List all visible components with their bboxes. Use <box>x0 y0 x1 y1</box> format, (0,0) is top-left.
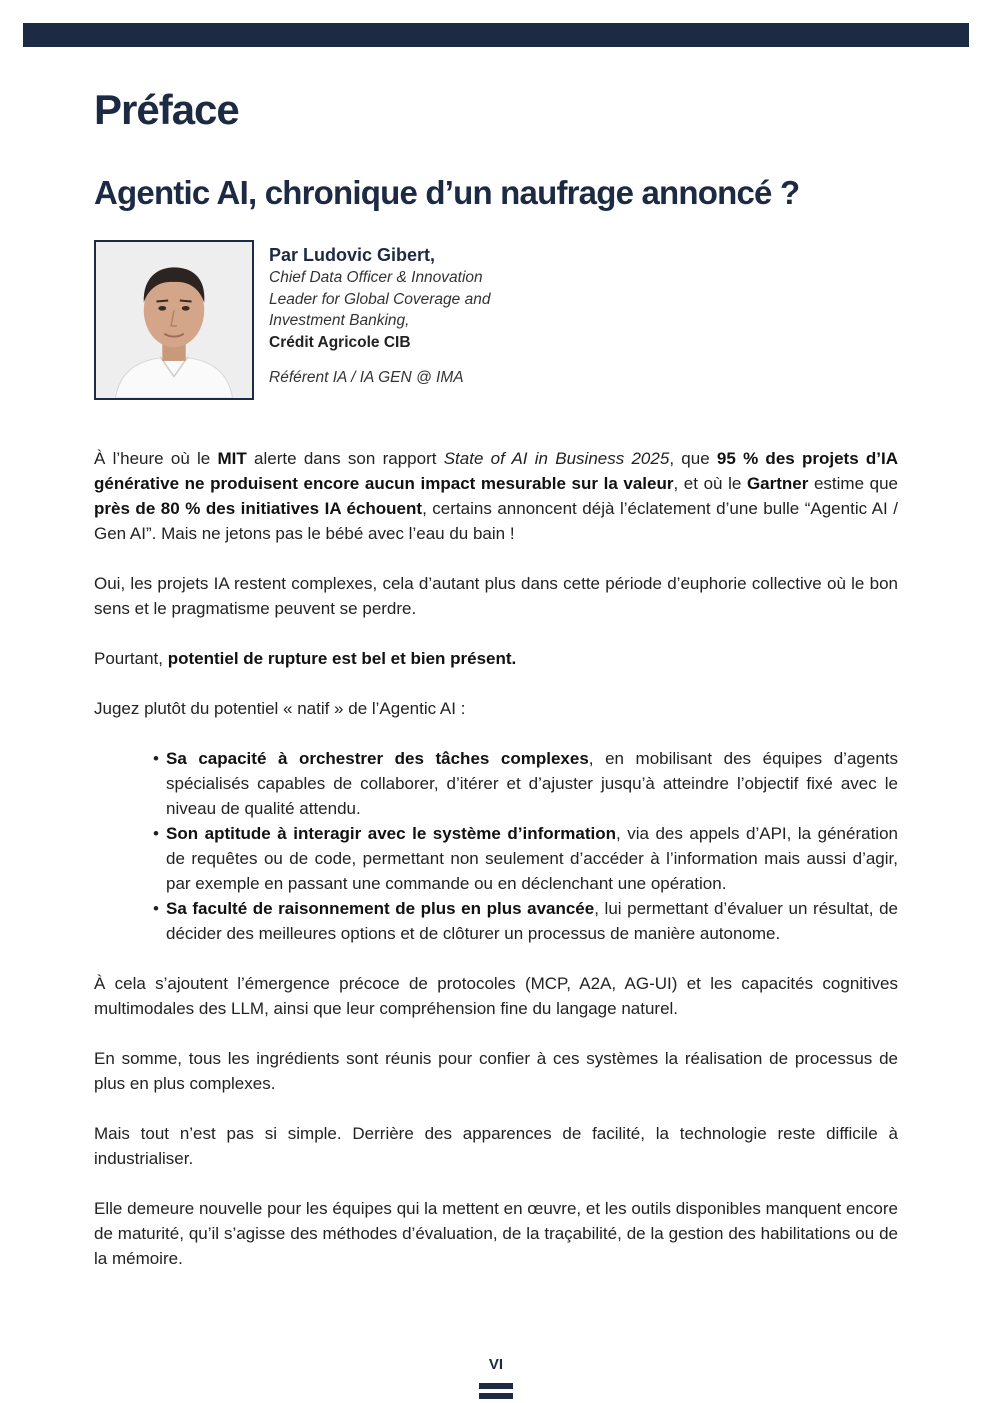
paragraph: Elle demeure nouvelle pour les équipes qui la mettent en œuvre, et les outils disponibles manquent encore de maturité, qu’il s’agisse des méthodes d’évaluation, de la traçabilité, de la gestion des habilitations ou de la mémoire. <box>94 1199 898 1268</box>
text-span: , que <box>669 449 717 468</box>
author-info <box>269 243 569 389</box>
top-header-bar <box>23 23 969 47</box>
list-item <box>166 821 898 896</box>
bold-text: Sa faculté de raisonnement de plus en plus avancée <box>166 899 595 918</box>
text-span: , via des appels d’API, la génération de requêtes ou de code, permettant non seulement d’accéder à l’information mais aussi d’agir, par exemple en passant une commande ou en déclenchant une opération. <box>166 824 898 893</box>
text-span: , et où le <box>673 474 747 493</box>
author-photo <box>94 240 254 400</box>
paragraph <box>94 446 898 546</box>
article-body <box>94 446 898 1296</box>
author-role-line: Chief Data Officer & Innovation <box>269 269 483 286</box>
text-span: , lui permettant d’évaluer un résultat, de décider des meilleures options et de clôturer un processus de manière autonome. <box>166 899 898 943</box>
page-number: VI <box>488 1356 504 1373</box>
author-name: Par Ludovic Gibert, <box>269 245 436 265</box>
text-span: alerte dans son rapport <box>246 449 444 468</box>
author-role-line: Investment Banking, <box>269 312 410 329</box>
footer-bars-icon <box>479 1383 513 1401</box>
paragraph: Jugez plutôt du potentiel « natif » de l’Agentic AI : <box>94 699 466 718</box>
paragraph <box>94 646 898 671</box>
author-referent: Référent IA / IA GEN @ IMA <box>269 369 464 386</box>
bold-text: Gartner <box>746 474 809 493</box>
paragraph: Mais tout n’est pas si simple. Derrière des apparences de facilité, la technologie reste difficile à industrialiser. <box>94 1124 898 1168</box>
paragraph: En somme, tous les ingrédients sont réunis pour confier à ces systèmes la réalisation de processus de plus en plus complexes. <box>94 1049 898 1093</box>
text-span: estime que <box>808 474 898 493</box>
bold-text: Son aptitude à interagir avec le système d’information <box>166 824 616 843</box>
italic-text: State of AI in Business 2025 <box>443 449 670 468</box>
bold-text: MIT <box>217 449 247 468</box>
article-subtitle: Agentic AI, chronique d’un naufrage annoncé ? <box>94 174 800 211</box>
page-title: Préface <box>94 86 239 133</box>
author-role-line: Leader for Global Coverage and <box>269 290 491 308</box>
paragraph: À cela s’ajoutent l’émergence précoce de protocoles (MCP, A2A, AG-UI) et les capacités cognitives multimodales des LLM, ainsi que leur compréhension fine du langage naturel. <box>94 974 898 1018</box>
bullet-list <box>94 746 898 946</box>
author-company: Crédit Agricole CIB <box>269 333 411 351</box>
bold-text: potentiel de rupture est bel et bien présent. <box>167 649 517 668</box>
bold-text: Sa capacité à orchestrer des tâches complexes <box>166 749 589 768</box>
paragraph: Oui, les projets IA restent complexes, cela d’autant plus dans cette période d’euphorie collective où le bon sens et le pragmatisme peuvent se perdre. <box>94 574 898 618</box>
text-span: À l’heure où le <box>94 449 218 468</box>
bold-text: près de 80 % des initiatives IA échouent <box>94 499 423 518</box>
bold-text: 95 % des projets d’IA générative ne produisent encore aucun impact mesurable sur la valeur <box>94 449 899 493</box>
text-span: , certains annoncent déjà l’éclatement d’une bulle “Agentic AI / Gen AI”. Mais ne jetons pas le bébé avec l’eau du bain ! <box>94 499 898 543</box>
list-item <box>166 896 898 946</box>
text-span: Pourtant, <box>94 649 168 668</box>
list-item <box>166 746 898 821</box>
text-span: , en mobilisant des équipes d’agents spécialisés capables de collaborer, d’itérer et d’ajuster jusqu’à atteindre l’objectif fixé avec le niveau de qualité attendu. <box>166 749 899 818</box>
